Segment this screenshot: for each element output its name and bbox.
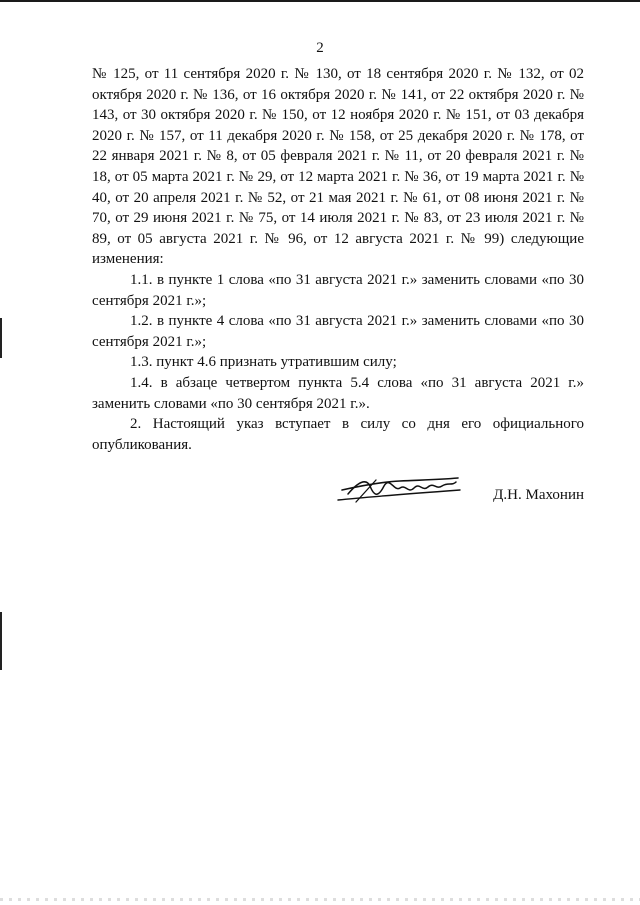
- paragraph-1-3: 1.3. пункт 4.6 признать утратившим силу;: [130, 354, 397, 371]
- paragraph-2: 2. Настоящий указ вступает в силу со дня его официального опубликования.: [92, 416, 584, 453]
- paragraph-amended-decrees-list: № 125, от 11 сентября 2020 г. № 130, от 18 сентября 2020 г. № 132, от 02 октября 2020 г. № 136, от 16 октября 2020 г. № 141, от 22 октября 2020 г. № 143, от 30 октября 2020 г. № 150, от 12 ноября 2020 г. № 151, от 03 декабря 2020 г. № 157, от 11 декабря 2020 г. № 158, от 25 декабря 2020 г. № 178, от 22 января 2021 г. № 8, от 05 февраля 2021 г. № 11, от 20 февраля 2021 г. № 18, от 05 марта 2021 г. № 29, от 12 марта 2021 г. № 36, от 19 марта 2021 г. № 40, от 20 апреля 2021 г. № 52, от 21 мая 2021 г. № 61, от 08 июня 2021 г. № 70, от 29 июня 2021 г. № 75, от 14 июля 2021 г. № 83, от 23 июля 2021 г. № 89, от 05 августа 2021 г. № 96, от 12 августа 2021 г. № 99) следующие изменения:: [92, 66, 584, 268]
- paragraph-1-4: 1.4. в абзаце четвертом пункта 5.4 слова «по 31 августа 2021 г.» заменить словами «по 30 сентября 2021 г.».: [92, 374, 584, 412]
- scan-bottom-edge: [0, 898, 640, 901]
- signer-name: Д.Н. Махонин: [493, 487, 584, 503]
- scan-top-edge: [0, 0, 640, 2]
- page-number: 2: [316, 40, 324, 56]
- document-body: [92, 64, 584, 455]
- handwritten-signature: [336, 472, 462, 508]
- paragraph-1-1: 1.1. в пункте 1 слова «по 31 августа 2021 г.» заменить словами «по 30 сентября 2021 г.»;: [92, 271, 584, 309]
- scan-left-mark: [0, 612, 2, 670]
- paragraph-1-2: 1.2. в пункте 4 слова «по 31 августа 2021 г.» заменить словами «по 30 сентября 2021 г.»;: [92, 313, 584, 350]
- scan-left-mark: [0, 318, 2, 358]
